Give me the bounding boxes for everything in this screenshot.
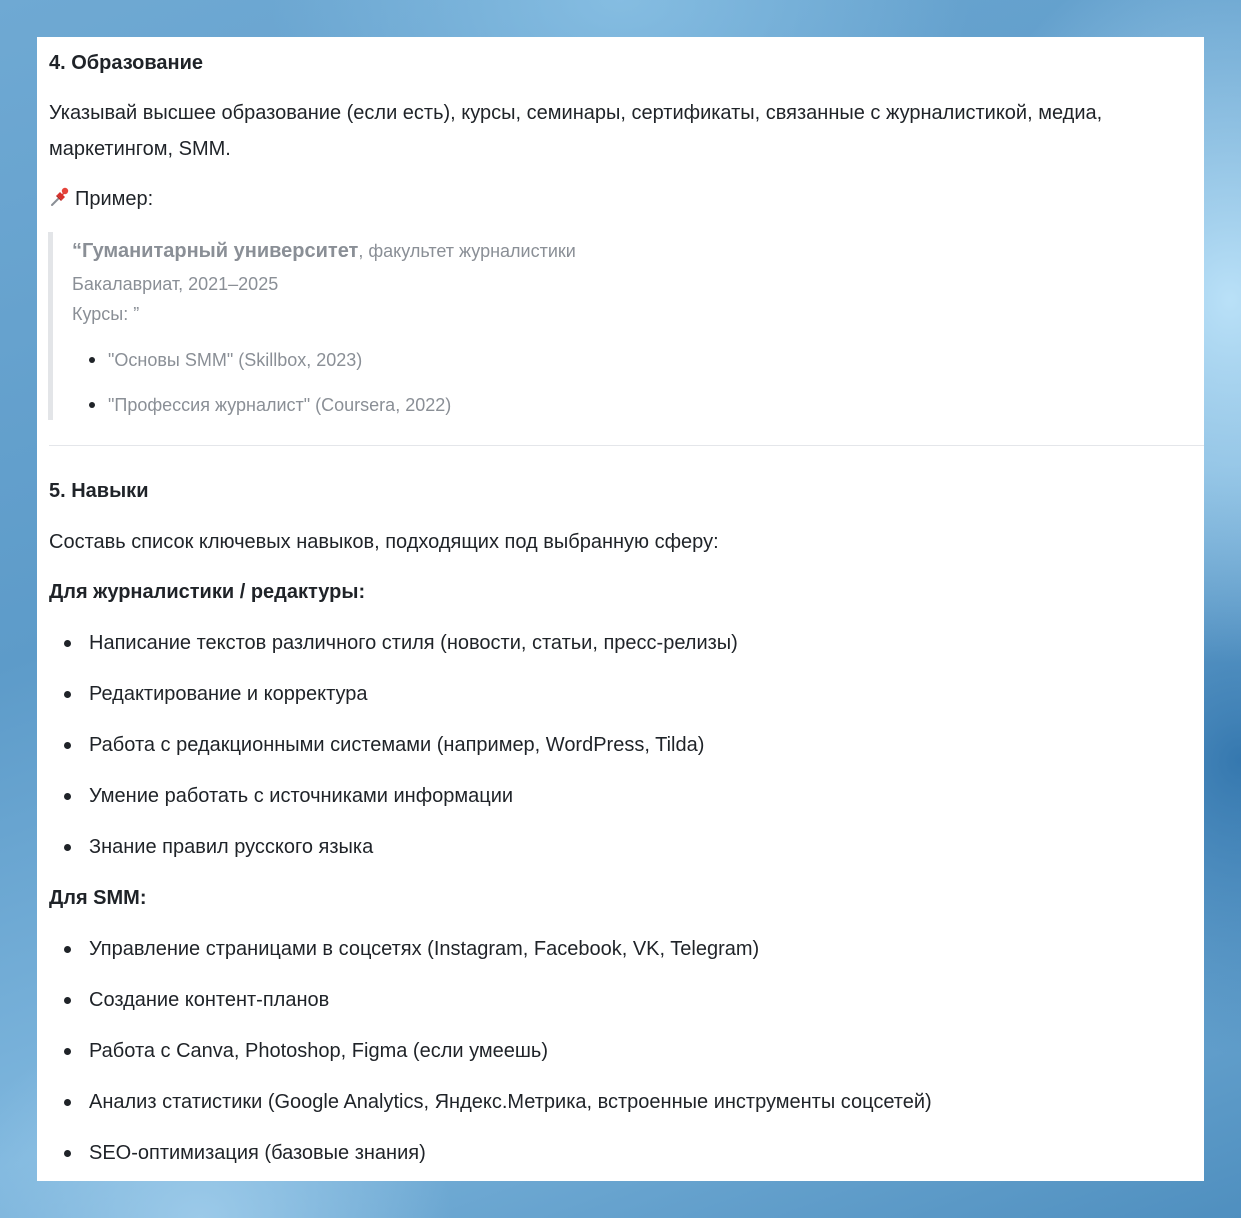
education-heading: 4. Образование: [49, 52, 204, 74]
smm-skill-item: SEO-оптимизация (базовые знания): [89, 1142, 426, 1164]
journalism-skill-item: Знание правил русского языка: [89, 836, 374, 858]
example-blockquote: [48, 232, 653, 420]
journalism-skill-item: Редактирование и корректура: [89, 683, 368, 705]
journalism-skill-item: Написание текстов различного стиля (новости, статьи, пресс-релизы): [89, 632, 738, 654]
skills-heading: 5. Навыки: [49, 480, 149, 502]
quote-course-item: "Основы SMM" (Skillbox, 2023): [108, 350, 363, 370]
quote-bullet: [89, 402, 95, 408]
example-label: Пример:: [75, 188, 154, 210]
smm-skill-item: Работа с Canva, Photoshop, Figma (если умеешь): [89, 1040, 548, 1062]
quote-university-line: [72, 239, 576, 263]
quote-courses-label: Курсы: ”: [72, 304, 140, 324]
education-description: Указывай высшее образование (если есть), курсы, семинары, сертификаты, связанные с журналистикой, медиа, маркетингом, SMM.: [49, 102, 1103, 160]
list-bullet: [64, 997, 71, 1004]
quote-course-item: "Профессия журналист" (Coursera, 2022): [108, 395, 452, 415]
list-bullet: [64, 844, 71, 851]
quote-faculty: , факультет журналистики: [358, 241, 576, 261]
quote-degree: Бакалавриат, 2021–2025: [72, 274, 279, 294]
smm-skill-item: Создание контент-планов: [89, 989, 330, 1011]
list-bullet: [64, 640, 71, 647]
list-bullet: [64, 793, 71, 800]
smm-label: Для SMM:: [49, 887, 147, 909]
section-divider: [49, 445, 1204, 446]
list-bullet: [64, 1150, 71, 1157]
journalism-label: Для журналистики / редактуры:: [49, 581, 366, 603]
pushpin-icon: [49, 186, 71, 208]
list-bullet: [64, 691, 71, 698]
example-label-row: [49, 186, 153, 212]
skills-intro: Составь список ключевых навыков, подходящих под выбранную сферу:: [49, 531, 719, 553]
journalism-skill-item: Работа с редакционными системами (например, WordPress, Tilda): [89, 734, 705, 756]
smm-skill-item: Управление страницами в соцсетях (Instagram, Facebook, VK, Telegram): [89, 938, 760, 960]
document-card: [37, 37, 1204, 1181]
quote-bullet: [89, 357, 95, 363]
journalism-skill-item: Умение работать с источниками информации: [89, 785, 514, 807]
list-bullet: [64, 946, 71, 953]
smm-skill-item: Анализ статистики (Google Analytics, Яндекс.Метрика, встроенные инструменты соцсетей): [89, 1091, 932, 1113]
list-bullet: [64, 742, 71, 749]
list-bullet: [64, 1048, 71, 1055]
quote-university: “Гуманитарный университет: [72, 240, 359, 262]
list-bullet: [64, 1099, 71, 1106]
